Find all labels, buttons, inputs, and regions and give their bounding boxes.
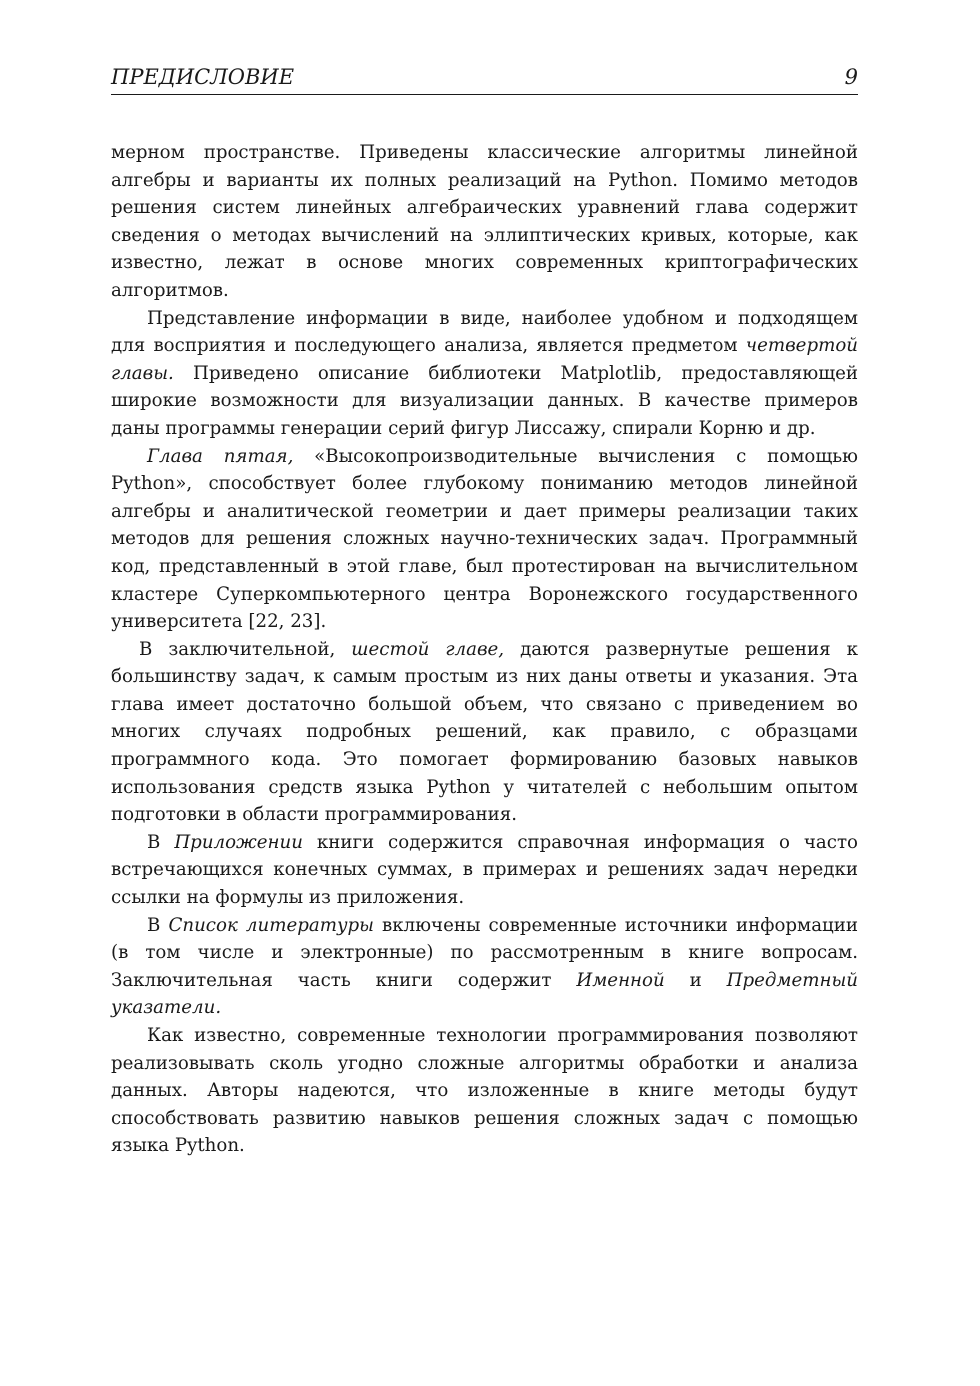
paragraph-4-text-b: даются развернутые решения к большинству задач, к самым простым из них даны ответы и указания. Эта глава имеет достаточно большой объем, что связано с приведением во многих случаях подробных решений, как правило, с образцами программного кода. Это помогает формированию базовых навыков использования средств языка Python у читателей с небольшим опытом подготовки в области программирования. bbox=[111, 638, 858, 826]
chapter-title: ПРЕДИСЛОВИЕ bbox=[111, 65, 295, 89]
paragraph-5-emphasis: Приложении bbox=[174, 831, 303, 853]
paragraph-3-text: «Высокопроизводительные вычисления с помощью Python», способствует более глубокому пониманию методов линейной алгебры и аналитической геометрии и дает примеры реализации таких методов для решения сложных научно-технических задач. Программный код, представленный в этой главе, был протестирован на вычислительном кластере Суперкомпьютерного центра Воронежского государственного университета [22, 23]. bbox=[111, 445, 858, 633]
paragraph-4-text-a: В заключительной, bbox=[139, 638, 352, 660]
running-header bbox=[111, 62, 858, 95]
paragraph-6-emphasis-a: Список литературы bbox=[168, 914, 374, 936]
paragraph-4 bbox=[111, 636, 858, 829]
paragraph-2-emphasis: четвертой главы. bbox=[111, 335, 858, 384]
paragraph-1 bbox=[111, 139, 858, 305]
paragraph-2 bbox=[111, 305, 858, 443]
paragraph-6-emphasis-b: Именной bbox=[576, 969, 665, 991]
book-page bbox=[111, 62, 858, 1160]
paragraph-6-text-b: включены современные источники информации (в том числе и электронные) по рассмотренным в книге вопросам. Заключительная часть книги содержит bbox=[111, 914, 858, 991]
paragraph-3 bbox=[111, 443, 858, 636]
paragraph-6-text-a: В bbox=[147, 914, 169, 936]
paragraph-4-emphasis: шестой главе, bbox=[351, 638, 505, 660]
paragraph-5 bbox=[111, 829, 858, 912]
paragraph-7 bbox=[111, 1022, 858, 1160]
paragraph-5-text-b: книги содержится справочная информация о часто встречающихся конечных суммах, в примерах и решениях задач нередки ссылки на формулы из приложения. bbox=[111, 831, 858, 909]
paragraph-1-text: мерном пространстве. Приведены классические алгоритмы линейной алгебры и варианты их полных реализаций на Python. Помимо методов решения систем линейных алгебраических уравнений глава содержит сведения о методах вычислений на эллиптических кривых, которые, как известно, лежат в основе многих современных криптографических алгоритмов. bbox=[111, 142, 858, 301]
paragraph-6 bbox=[111, 912, 858, 1022]
paragraph-5-text-a: В bbox=[147, 831, 175, 853]
paragraph-7-text: Как известно, современные технологии программирования позволяют реализовывать сколь угодно сложные алгоритмы обработки и анализа данных. Авторы надеются, что изложенные в книге методы будут способствовать развитию навыков решения сложных задач с помощью языка Python. bbox=[111, 1025, 858, 1157]
paragraph-3-emphasis: Глава пятая, bbox=[147, 445, 294, 467]
paragraph-2-text-b: Приведено описание библиотеки Matplotlib, предоставляющей широкие возможности для визуализации данных. В качестве примеров даны программы генерации серий фигур Лиссажу, спирали Корню и др. bbox=[111, 362, 858, 439]
paragraph-6-emphasis-c: Предметный указатели. bbox=[111, 969, 859, 1019]
paragraph-2-text-a: Представление информации в виде, наиболее удобном и подходящем для восприятия и последующего анализа, является предметом bbox=[111, 307, 858, 357]
paragraph-6-text-c: и bbox=[664, 969, 727, 991]
page-number: 9 bbox=[844, 65, 858, 89]
body-text bbox=[111, 139, 858, 1160]
